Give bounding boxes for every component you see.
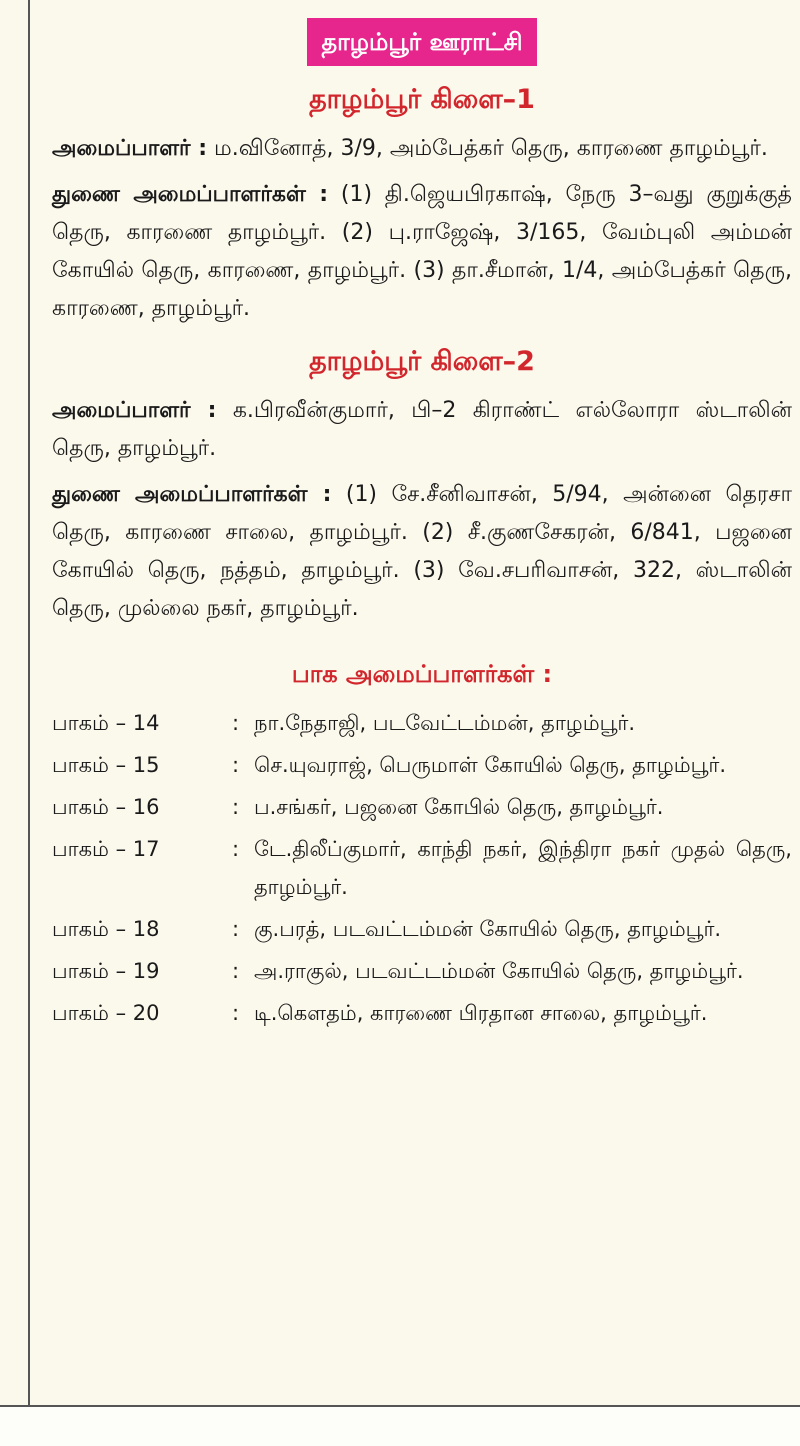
part-detail: டே.திலீப்குமார், காந்தி நகர், இந்திரா நகர் முதல் தெரு, தாழம்பூர்.	[254, 837, 792, 899]
list-item	[52, 910, 792, 948]
branch1-deputies	[52, 176, 792, 328]
branch1-organizer-text: ம.வினோத், 3/9, அம்பேத்கர் தெரு, காரணை தாழம்பூர்.	[207, 136, 768, 161]
part-detail: டி.கௌதம், காரணை பிரதான சாலை, தாழம்பூர்.	[254, 1001, 708, 1025]
branch1-organizer-label: அமைப்பாளர் :	[52, 136, 208, 161]
branch2-deputy-label: துணை அமைப்பாளர்கள் :	[52, 482, 332, 507]
banner-title: தாழம்பூர் ஊராட்சி	[307, 18, 536, 66]
list-item	[52, 830, 792, 906]
branch2-organizer-label: அமைப்பாளர் :	[52, 398, 217, 423]
branch2-title: தாழம்பூர் கிளை–2	[309, 346, 535, 377]
banner-wrap	[52, 18, 792, 66]
part-colon: :	[232, 959, 240, 983]
part-colon: :	[232, 837, 240, 861]
branch1-title: தாழம்பூர் கிளை–1	[309, 84, 535, 115]
part-detail: நா.நேதாஜி, படவேட்டம்மன், தாழம்பூர்.	[254, 711, 635, 735]
list-item	[52, 788, 792, 826]
part-label: பாகம் – 16	[52, 795, 160, 819]
part-colon: :	[232, 753, 240, 777]
branch2-deputy-text: (1) சே.சீனிவாசன், 5/94, அன்னை தெரசா தெரு, காரணை சாலை, தாழம்பூர். (2) சீ.குணசேகரன், 6/841, பஜனை கோயில் தெரு, நத்தம், தாழம்பூர். (3) வே.சபரிவாசன், 322, ஸ்டாலின் தெரு, முல்லை நகர், தாழம்பூர்.	[52, 482, 793, 621]
branch2-deputies	[52, 476, 792, 628]
branch1-deputy-text: (1) தி.ஜெயபிரகாஷ், நேரு 3–வது குறுக்குத் தெரு, காரணை தாழம்பூர். (2) பு.ராஜேஷ், 3/165, வேம்புலி அம்மன் கோயில் தெரு, காரணை, தாழம்பூர். (3) தா.சீமான், 1/4, அம்பேத்கர் தெரு, காரணை, தாழம்பூர்.	[52, 182, 793, 321]
part-label: பாகம் – 14	[52, 711, 160, 735]
parts-title: பாக அமைப்பாளர்கள் :	[291, 660, 553, 688]
part-colon: :	[232, 1001, 240, 1025]
part-label: பாகம் – 18	[52, 917, 160, 941]
list-item	[52, 704, 792, 742]
part-detail: செ.யுவராஜ், பெருமாள் கோயில் தெரு, தாழம்பூர்.	[254, 753, 727, 777]
bottom-margin	[0, 1407, 800, 1446]
list-item	[52, 952, 792, 990]
branch2-organizer	[52, 392, 792, 468]
part-detail: ப.சங்கர், பஜனை கோபில் தெரு, தாழம்பூர்.	[254, 795, 664, 819]
part-label: பாகம் – 20	[52, 1001, 160, 1025]
part-label: பாகம் – 15	[52, 753, 160, 777]
part-detail: அ.ராகுல், படவட்டம்மன் கோயில் தெரு, தாழம்பூர்.	[254, 959, 744, 983]
branch2-organizer-text: க.பிரவீன்குமார், பி–2 கிராண்ட் எல்லோரா ஸ்டாலின் தெரு, தாழம்பூர்.	[52, 398, 792, 461]
part-colon: :	[232, 711, 240, 735]
article-content	[52, 0, 792, 1036]
list-item	[52, 746, 792, 784]
list-item	[52, 994, 792, 1032]
part-colon: :	[232, 795, 240, 819]
part-detail: கு.பரத், படவட்டம்மன் கோயில் தெரு, தாழம்பூர்.	[254, 917, 722, 941]
part-colon: :	[232, 917, 240, 941]
branch1-organizer	[52, 130, 792, 168]
left-margin-rule	[28, 0, 30, 1405]
branch1-deputy-label: துணை அமைப்பாளர்கள் :	[52, 182, 329, 207]
part-label: பாகம் – 19	[52, 959, 160, 983]
part-label: பாகம் – 17	[52, 837, 160, 861]
parts-list	[52, 704, 792, 1032]
